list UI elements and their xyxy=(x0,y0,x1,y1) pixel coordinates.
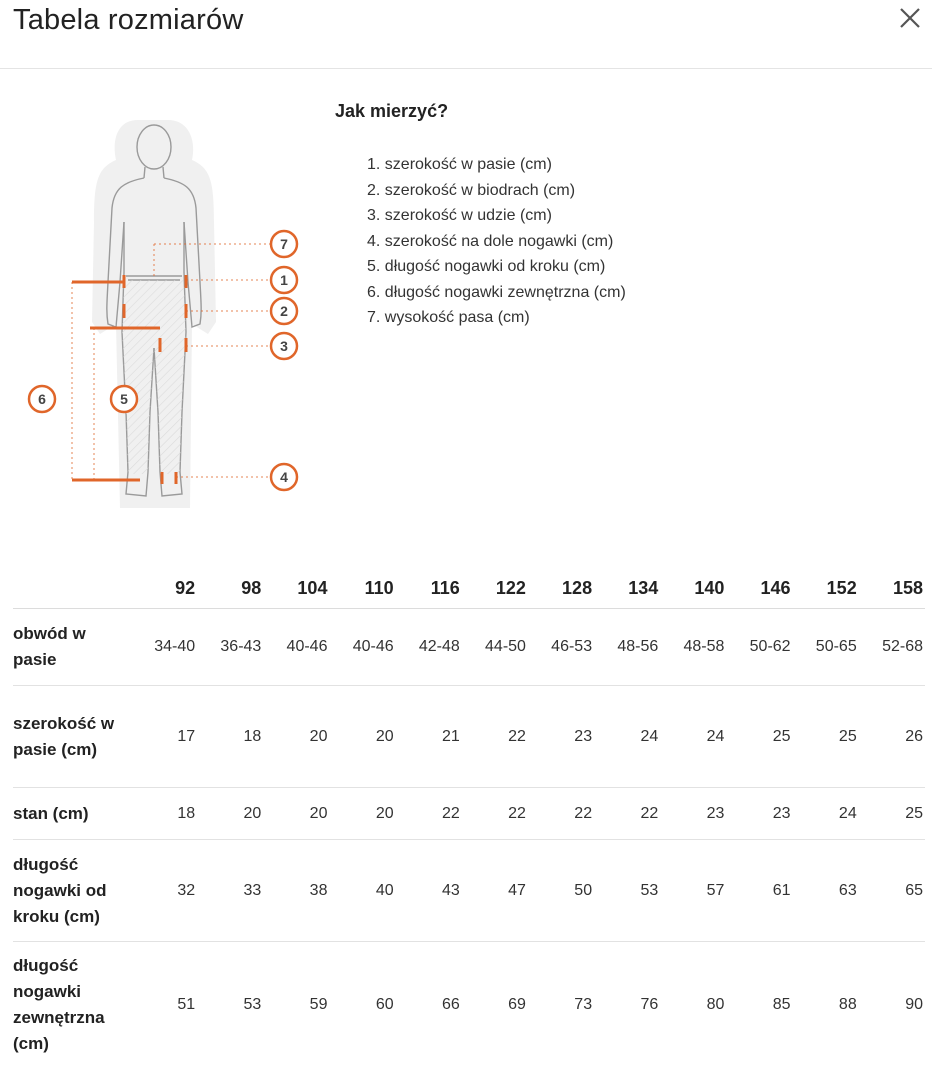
table-cell: 73 xyxy=(574,995,593,1013)
table-cell: 33 xyxy=(243,881,262,899)
row-label: obwód w pasie xyxy=(13,624,86,669)
table-row xyxy=(13,840,925,942)
table-cell: 85 xyxy=(772,995,791,1013)
table-cell: 52-68 xyxy=(882,638,923,655)
table-cell: 61 xyxy=(772,881,791,899)
table-cell: 76 xyxy=(640,995,659,1013)
table-cell: 59 xyxy=(309,995,328,1013)
table-cell: 17 xyxy=(177,727,196,745)
measurement-item: 3. szerokość w udzie (cm) xyxy=(367,207,552,224)
table-cell: 80 xyxy=(706,995,725,1013)
table-cell: 25 xyxy=(838,727,857,745)
table-cell: 42-48 xyxy=(418,638,460,655)
table-cell: 38 xyxy=(309,881,328,899)
table-cell: 50-65 xyxy=(815,638,857,655)
table-cell: 25 xyxy=(905,804,923,822)
measurement-item: 6. długość nogawki zewnętrzna (cm) xyxy=(367,283,626,301)
table-cell: 23 xyxy=(772,804,791,822)
table-cell: 63 xyxy=(838,881,857,899)
size-header: 140 xyxy=(694,578,725,598)
table-row xyxy=(13,942,925,1068)
table-cell: 51 xyxy=(177,995,196,1013)
table-cell: 34-40 xyxy=(154,638,196,655)
table-cell: 48-56 xyxy=(617,638,659,655)
table-row xyxy=(13,788,925,840)
table-cell: 53 xyxy=(640,881,659,899)
marker-2: 2 xyxy=(280,303,288,319)
marker-3: 3 xyxy=(280,338,288,354)
table-cell: 22 xyxy=(508,727,526,745)
table-cell: 47 xyxy=(508,881,526,899)
size-header: 110 xyxy=(364,578,394,598)
table-cell: 22 xyxy=(640,804,659,822)
table-cell: 18 xyxy=(177,804,196,822)
table-cell: 50 xyxy=(574,881,593,899)
table-cell: 20 xyxy=(243,804,262,822)
table-cell: 26 xyxy=(905,727,923,745)
modal-title: Tabela rozmiarów xyxy=(13,4,244,36)
table-cell: 65 xyxy=(905,881,923,899)
table-cell: 57 xyxy=(706,881,725,899)
row-label: długość nogawki od kroku (cm) xyxy=(13,854,107,926)
table-cell: 40 xyxy=(375,881,394,899)
row-label: długość nogawki zewnętrzna (cm) xyxy=(13,955,105,1053)
table-cell: 48-58 xyxy=(683,638,725,655)
table-cell: 23 xyxy=(574,727,593,745)
how-to-measure xyxy=(335,98,895,331)
measurement-item: 4. szerokość na dole nogawki (cm) xyxy=(367,232,614,250)
marker-1: 1 xyxy=(280,272,288,288)
table-cell: 24 xyxy=(640,727,659,745)
size-header: 158 xyxy=(892,578,923,598)
size-header: 92 xyxy=(175,578,196,598)
table-cell: 36-43 xyxy=(220,638,262,655)
size-header: 98 xyxy=(241,578,262,598)
how-to-measure-heading: Jak mierzyć? xyxy=(335,101,449,121)
table-cell: 22 xyxy=(574,804,593,822)
close-icon[interactable] xyxy=(896,4,924,32)
measurement-item: 5. długość nogawki od kroku (cm) xyxy=(367,258,606,275)
table-cell: 32 xyxy=(177,881,196,899)
table-cell: 69 xyxy=(508,995,526,1013)
table-cell: 20 xyxy=(309,804,328,822)
table-cell: 53 xyxy=(243,995,262,1013)
table-cell: 23 xyxy=(706,804,725,822)
person-measurement-figure-icon xyxy=(20,112,310,532)
row-label: szerokość w pasie (cm) xyxy=(13,713,115,759)
table-cell: 20 xyxy=(375,804,394,822)
table-cell: 20 xyxy=(309,727,328,745)
table-cell: 22 xyxy=(508,804,526,822)
table-cell: 24 xyxy=(838,804,857,822)
measurement-item: 7. wysokość pasa (cm) xyxy=(367,309,530,326)
size-header: 104 xyxy=(297,578,328,598)
table-row xyxy=(13,609,925,686)
table-cell: 21 xyxy=(441,727,460,745)
modal-header xyxy=(0,0,932,69)
table-cell: 18 xyxy=(243,727,262,745)
row-label: stan (cm) xyxy=(13,803,89,823)
size-header-row xyxy=(13,578,925,609)
table-cell: 25 xyxy=(772,727,791,745)
marker-5: 5 xyxy=(120,391,128,407)
size-header: 116 xyxy=(430,578,460,598)
measurement-item: 1. szerokość w pasie (cm) xyxy=(367,156,552,173)
size-header-empty xyxy=(13,578,131,609)
table-cell: 90 xyxy=(905,995,923,1013)
table-cell: 24 xyxy=(706,727,725,745)
table-cell: 46-53 xyxy=(551,638,593,655)
measurement-item: 2. szerokość w biodrach (cm) xyxy=(367,181,576,199)
table-cell: 22 xyxy=(441,804,460,822)
size-header: 122 xyxy=(495,578,526,598)
marker-6: 6 xyxy=(38,391,46,407)
size-header: 128 xyxy=(562,578,593,598)
table-cell: 43 xyxy=(441,881,460,899)
marker-7: 7 xyxy=(280,236,288,252)
table-cell: 60 xyxy=(375,995,394,1013)
table-cell: 20 xyxy=(375,727,394,745)
marker-4: 4 xyxy=(280,469,288,485)
measurement-list xyxy=(335,152,895,331)
table-row xyxy=(13,686,925,788)
table-cell: 40-46 xyxy=(352,638,394,655)
size-header: 146 xyxy=(760,578,791,598)
size-header: 134 xyxy=(628,578,659,598)
table-cell: 66 xyxy=(441,995,460,1013)
table-cell: 50-62 xyxy=(749,638,791,655)
table-cell: 40-46 xyxy=(286,638,328,655)
size-header: 152 xyxy=(826,578,857,598)
size-table xyxy=(13,578,925,1067)
table-cell: 44-50 xyxy=(485,638,526,655)
table-cell: 88 xyxy=(838,995,857,1013)
